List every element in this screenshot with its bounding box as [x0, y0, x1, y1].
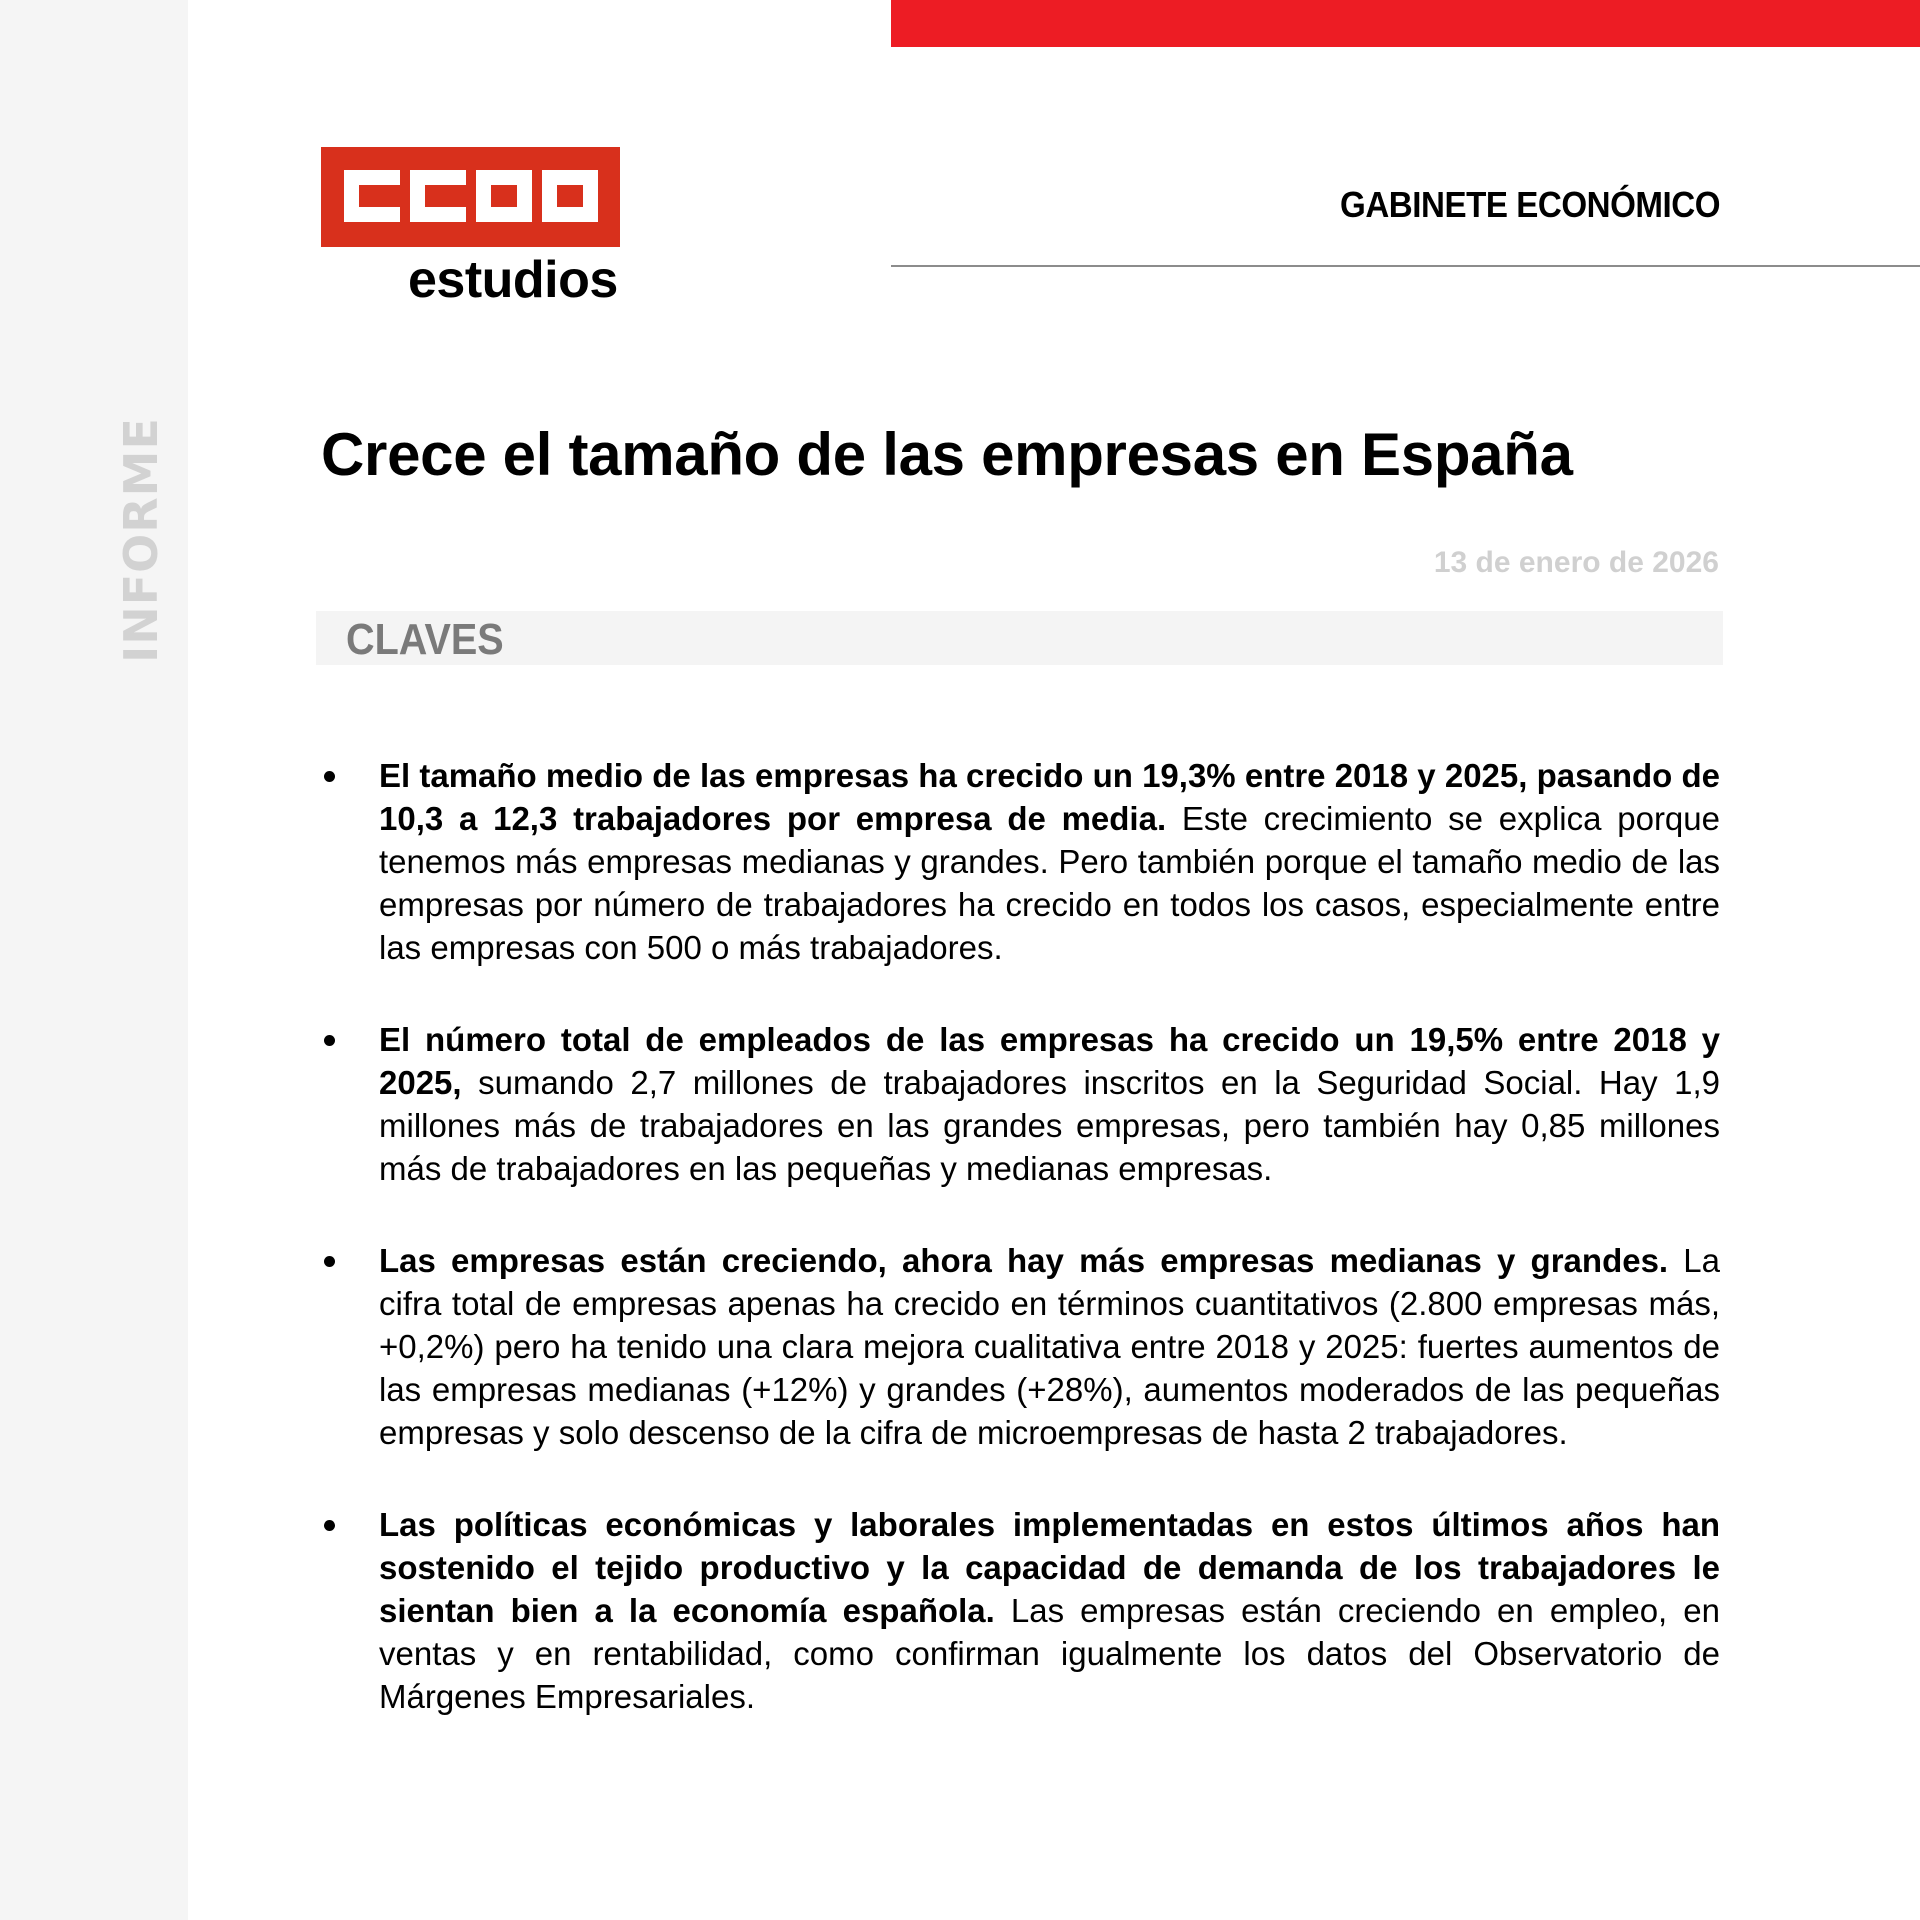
publication-date: 13 de enero de 2026	[1433, 546, 1719, 579]
document-type-label: INFORME	[114, 417, 168, 663]
key-point-highlight: El tamaño medio de las empresas ha crecido un 19,3% entre 2018 y 2025, pasando de 10,3 a 12,3 trabajadores por empresa de media.	[379, 757, 1720, 837]
sidebar	[0, 0, 188, 1920]
key-point-text	[379, 1503, 1720, 1718]
key-point-highlight: Las políticas económicas y laborales implementadas en estos últimos años han sostenido el tejido productivo y la capacidad de demanda de los trabajadores le sientan bien a la economía española.	[379, 1506, 1720, 1629]
bullet-icon	[324, 1035, 335, 1046]
bullet-icon	[324, 1256, 335, 1267]
key-point-body: sumando 2,7 millones de trabajadores inscritos en la Seguridad Social. Hay 1,9 millones más de trabajadores en las grandes empresas, pero también hay 0,85 millones más de trabajadores en las pequeñas y medianas empresas.	[379, 1064, 1720, 1187]
top-accent-bar	[891, 0, 1920, 47]
key-point-text	[379, 754, 1720, 969]
key-point-item	[318, 754, 1720, 969]
logo-letter-o-icon	[542, 170, 598, 222]
logo-letter-o-icon	[476, 170, 532, 222]
header-divider	[891, 265, 1920, 267]
key-point-body: Este crecimiento se explica porque tenemos más empresas medianas y grandes. Pero también porque el tamaño medio de las empresas por número de trabajadores ha crecido en todos los casos, especialmente entre las empresas con 500 o más trabajadores.	[379, 800, 1720, 966]
bullet-icon	[324, 1520, 335, 1531]
key-point-text	[379, 1018, 1720, 1190]
logo-letter-c-icon	[344, 170, 400, 222]
key-point-item	[318, 1018, 1720, 1190]
ccoo-logo	[321, 147, 620, 247]
section-header-band	[316, 611, 1723, 665]
section-title: CLAVES	[346, 615, 504, 664]
key-point-highlight: El número total de empleados de las empresas ha crecido un 19,5% entre 2018 y 2025,	[379, 1021, 1720, 1101]
key-points-list	[318, 754, 1720, 1767]
department-name: GABINETE ECONÓMICO	[1340, 184, 1720, 225]
key-point-item	[318, 1503, 1720, 1718]
bullet-icon	[324, 771, 335, 782]
key-point-body: La cifra total de empresas apenas ha crecido en términos cuantitativos (2.800 empresas más, +0,2%) pero ha tenido una clara mejora cualitativa entre 2018 y 2025: fuertes aumentos de las empresas medianas (+12%) y grandes (+28%), aumentos moderados de las pequeñas empresas y solo descenso de la cifra de microempresas de hasta 2 trabajadores.	[379, 1242, 1720, 1451]
key-point-highlight: Las empresas están creciendo, ahora hay más empresas medianas y grandes.	[379, 1242, 1669, 1279]
key-point-text	[379, 1239, 1720, 1454]
key-point-body: Las empresas están creciendo en empleo, en ventas y en rentabilidad, como confirman igualmente los datos del Observatorio de Márgenes Empresariales.	[379, 1592, 1720, 1715]
logo-subtitle: estudios	[408, 251, 618, 309]
page-title: Crece el tamaño de las empresas en España	[321, 421, 1573, 488]
key-point-item	[318, 1239, 1720, 1454]
logo-letter-c-icon	[410, 170, 466, 222]
